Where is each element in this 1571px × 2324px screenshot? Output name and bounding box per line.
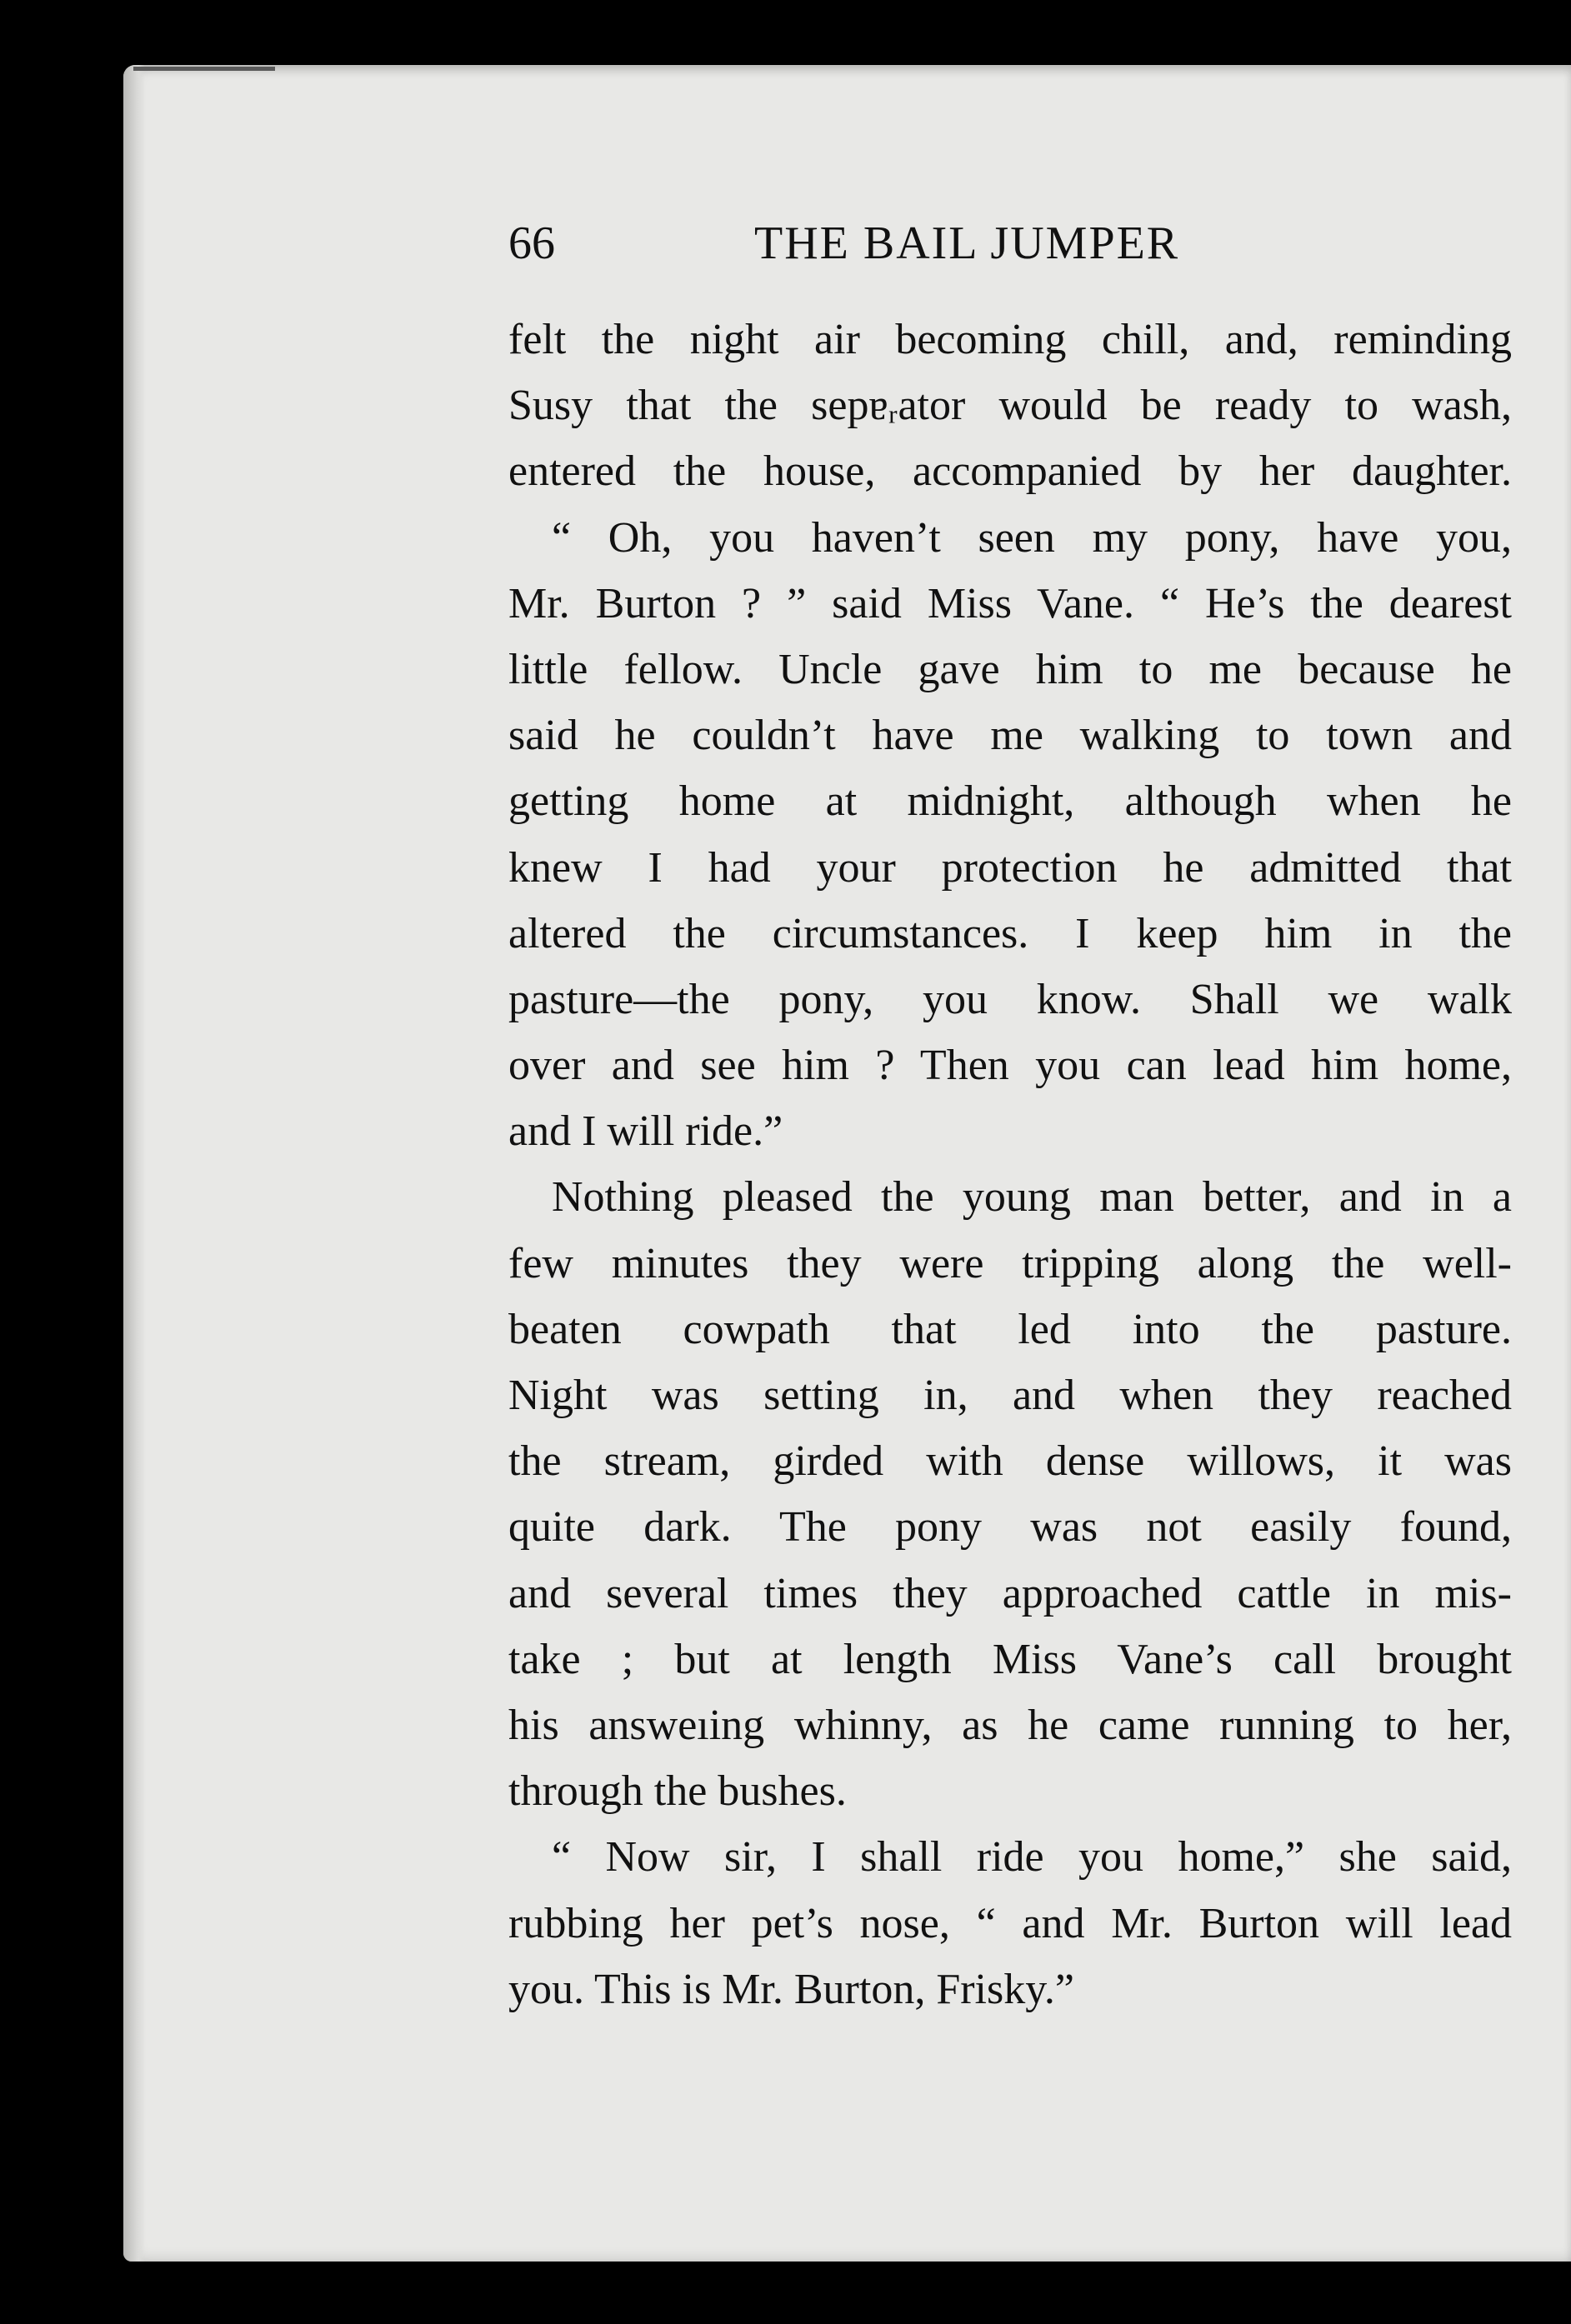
paragraph-2 (508, 505, 1512, 1165)
text-line: little fellow. Uncle gave him to me because he (508, 645, 1512, 693)
text-line: pasture—the pony, you know. Shall we walk (508, 975, 1512, 1023)
paragraph-1 (508, 307, 1512, 505)
running-title: THE BAIL JUMPER (754, 217, 1180, 269)
text-line: Nothing pleased the young man better, and in a (552, 1173, 1512, 1222)
text-line: beaten cowpath that led into the pasture. (508, 1305, 1512, 1353)
paragraph-3 (508, 1164, 1512, 1824)
page-header (508, 210, 1512, 277)
text-line: quite dark. The pony was not easily found, (508, 1503, 1512, 1552)
text-line: felt the night air becoming chill, and, reminding (508, 316, 1512, 363)
text-line: altered the circumstances. I keep him in the (508, 909, 1512, 957)
text-line: getting home at midnight, although when he (508, 777, 1512, 826)
page-number: 66 (508, 217, 555, 269)
text-line: Mr. Burton ? ” said Miss Vane. “ He’s the dearest (508, 579, 1512, 627)
text-line: “ Oh, you haven’t seen my pony, have you, (552, 513, 1512, 562)
text-line: rubbing her pet’s nose, “ and Mr. Burton will lead (508, 1899, 1512, 1947)
text-line: few minutes they were tripping along the well- (508, 1239, 1512, 1287)
binding-edge-mark (133, 67, 275, 71)
text-line: and I will ride.” (508, 1107, 783, 1156)
text-line: his answeıing whinny, as he came running to her, (508, 1701, 1512, 1749)
text-line: through the bushes. (508, 1767, 847, 1816)
text-line: over and see him ? Then you can lead him home, (508, 1042, 1512, 1090)
text-line: you. This is Mr. Burton, Frisky.” (508, 1965, 1074, 2013)
text-line: “ Now sir, I shall ride you home,” she said, (552, 1833, 1512, 1882)
text-line: and several times they approached cattle in mis- (508, 1569, 1512, 1617)
text-line: knew I had your protection he admitted that (508, 843, 1512, 892)
body-text (508, 307, 1512, 2022)
text-line: take ; but at length Miss Vane’s call brought (508, 1635, 1512, 1683)
text-line: said he couldn’t have me walking to town and (508, 712, 1512, 760)
text-line: the stream, girded with dense willows, it was (508, 1437, 1512, 1486)
text-line: Night was setting in, and when they reached (508, 1372, 1512, 1419)
text-line: entered the house, accompanied by her daughter. (508, 447, 1512, 496)
paragraph-4 (508, 1824, 1512, 2022)
text-line: Susy that the sepɐᵣator would be ready to wash, (508, 382, 1512, 430)
